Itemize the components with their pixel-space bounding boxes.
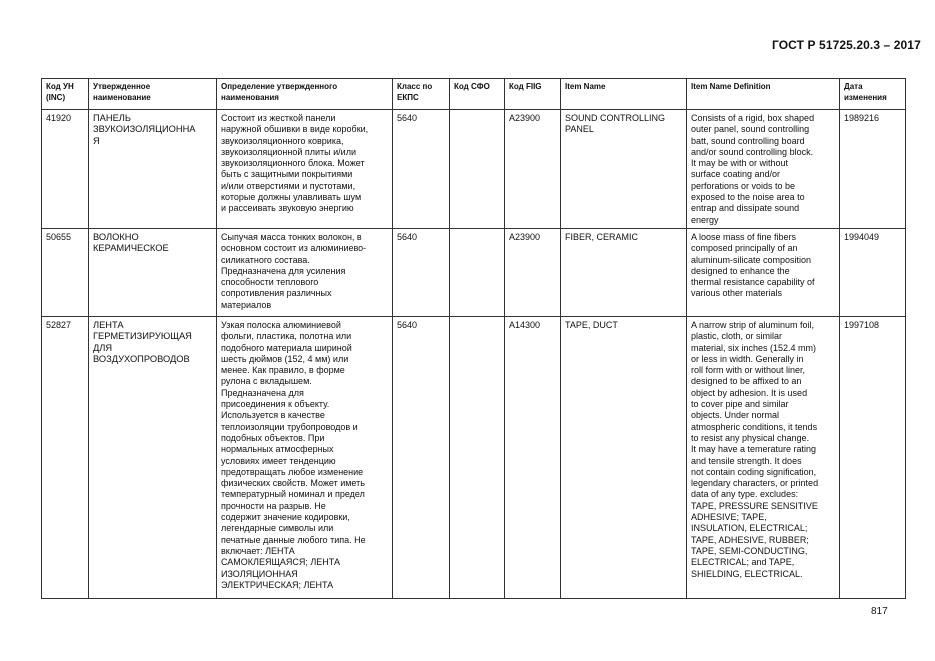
header-row (42, 79, 906, 110)
cell-change-date: 1994049 (840, 228, 906, 316)
column-header-sfo: Код СФО (450, 79, 505, 110)
table-row (42, 316, 906, 598)
cell-fiig: A14300 (505, 316, 561, 598)
table-row (42, 110, 906, 229)
item-name-table (41, 78, 906, 599)
cell-item-name-definition: Consists of a rigid, box shaped outer panel, sound controlling batt, sound controlling board and/or sound controlling block. It may be with or without surface coating and/or perforations or voids to be exposed to the noise area to entrap and dissipate sound energy (687, 110, 840, 229)
cell-fiig: A23900 (505, 228, 561, 316)
column-header-inc: Код УН (INC) (42, 79, 89, 110)
cell-definition-ru: Состоит из жесткой панели наружной обшивки в виде коробки, звукоизоляционного коврика, звукоизоляционной плиты и/или звукоизоляционного блока. Может быть с защитными покрытиями и/или отверстиями и пустотами, которые должны улавливать шум и рассеивать звуковую энергию (217, 110, 393, 229)
column-header-item-name-definition: Item Name Definition (687, 79, 840, 110)
cell-definition-ru: Сыпучая масса тонких волокон, в основном состоит из алюминиево- силикатного состава. Предназначена для усиления способности теплового сопротивления различных материалов (217, 228, 393, 316)
column-header-item-name: Item Name (561, 79, 687, 110)
document-code: ГОСТ Р 51725.20.3 – 2017 (772, 38, 921, 52)
cell-class: 5640 (393, 110, 450, 229)
cell-item-name: SOUND CONTROLLING PANEL (561, 110, 687, 229)
column-header-approved-name: Утвержденное наименование (89, 79, 217, 110)
cell-change-date: 1997108 (840, 316, 906, 598)
cell-sfo (450, 316, 505, 598)
table-row (42, 228, 906, 316)
cell-inc: 52827 (42, 316, 89, 598)
cell-class: 5640 (393, 316, 450, 598)
cell-item-name-definition: A loose mass of fine fibers composed principally of an aluminum-silicate composition designed to enhance the thermal resistance capability of various other materials (687, 228, 840, 316)
column-header-class: Класс по ЕКПС (393, 79, 450, 110)
cell-item-name: TAPE, DUCT (561, 316, 687, 598)
cell-definition-ru: Узкая полоска алюминиевой фольги, пластика, полотна или подобного материала шириной шесть дюймов (152, 4 мм) или менее. Как правило, в форме рулона с вкладышем. Предназначена для присоединения к объекту. Используется в качестве теплоизоляции трубопроводов и подобных объектов. При нормальных атмосферных условиях имеет тенденцию предотвращать любое изменение физических свойств. Может иметь температурный номинал и предел прочности на разрыв. Не содержит значение кодировки, легендарные символы или печатные данные любого типа. Не включает: ЛЕНТА САМОКЛЕЯЩАЯСЯ; ЛЕНТА ИЗОЛЯЦИОННАЯ ЭЛЕКТРИЧЕСКАЯ; ЛЕНТА (217, 316, 393, 598)
column-header-change-date: Дата изменения (840, 79, 906, 110)
cell-item-name: FIBER, CERAMIC (561, 228, 687, 316)
cell-inc: 41920 (42, 110, 89, 229)
cell-item-name-definition: A narrow strip of aluminum foil, plastic, cloth, or similar material, six inches (152.4 mm) or less in width. Generally in roll form with or without liner, designed to be affixed to an object by adhesion. It is used to cover pipe and similar objects. Under normal atmospheric conditions, it tends to resist any physical change. It may have a temerature rating and tensile strength. It does not contain coding signification, legendary characters, or printed data of any type. excludes: TAPE, PRESSURE SENSITIVE ADHESIVE; TAPE, INSULATION, ELECTRICAL; TAPE, ADHESIVE, RUBBER; TAPE, SEMI-CONDUCTING, ELECTRICAL; and TAPE, SHIELDING, ELECTRICAL. (687, 316, 840, 598)
cell-sfo (450, 110, 505, 229)
cell-approved-name: ЛЕНТА ГЕРМЕТИЗИРУЮЩАЯ ДЛЯ ВОЗДУХОПРОВОДОВ (89, 316, 217, 598)
column-header-definition-ru: Определение утвержденного наименования (217, 79, 393, 110)
cell-change-date: 1989216 (840, 110, 906, 229)
cell-class: 5640 (393, 228, 450, 316)
page-number: 817 (871, 606, 888, 617)
column-header-fiig: Код FIIG (505, 79, 561, 110)
table-header (42, 79, 906, 110)
cell-approved-name: ПАНЕЛЬ ЗВУКОИЗОЛЯЦИОННА Я (89, 110, 217, 229)
cell-approved-name: ВОЛОКНО КЕРАМИЧЕСКОЕ (89, 228, 217, 316)
cell-sfo (450, 228, 505, 316)
cell-fiig: A23900 (505, 110, 561, 229)
cell-inc: 50655 (42, 228, 89, 316)
